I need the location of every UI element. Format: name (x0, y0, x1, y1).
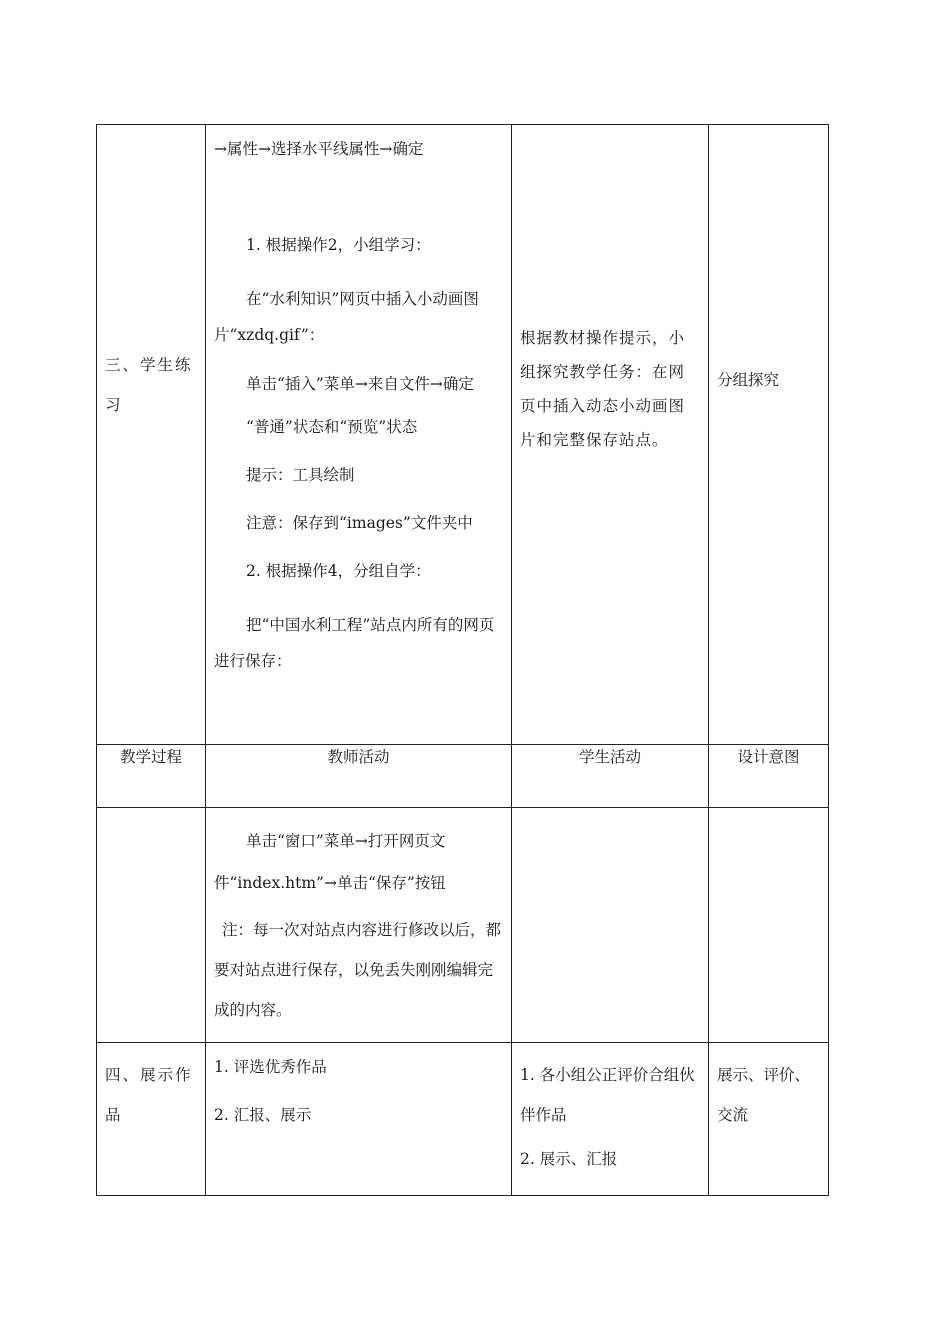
design-intent-cell (709, 1043, 829, 1196)
teacher-line: 2. 根据操作4，分组自学： (246, 562, 431, 580)
teacher-activity-cell (206, 125, 512, 745)
header-teaching-process: 教学过程 (97, 745, 206, 808)
teacher-line: 提示：工具绘制 (246, 466, 355, 484)
lesson-plan-table (96, 124, 829, 1196)
table-row-student-practice (97, 125, 829, 745)
design-intent-text: 分组探究 (717, 370, 780, 389)
design-intent-text: 展示、评价、交流 (717, 1066, 811, 1124)
student-line: 1. 各小组公正评价合组伙伴作品 (520, 1066, 695, 1124)
header-teacher-activity: 教师活动 (206, 745, 512, 808)
empty-intent-cell (709, 808, 829, 1043)
student-line: 2. 展示、汇报 (520, 1150, 618, 1168)
empty-student-cell (512, 808, 709, 1043)
teacher-line: 在“水利知识”网页中插入小动画图片“xzdq.gif”： (214, 290, 479, 344)
empty-stage-cell (97, 808, 206, 1043)
stage-label: 三、学生练习 (105, 355, 193, 414)
teacher-activity-cell (206, 1043, 512, 1196)
design-intent-cell (709, 125, 829, 745)
stage-cell (97, 1043, 206, 1196)
teacher-line: 单击“插入”菜单→来自文件→确定 (246, 375, 474, 393)
student-activity-cell (512, 1043, 709, 1196)
teacher-line: 1. 评选优秀作品 (214, 1058, 327, 1076)
teacher-note: 注：每一次对站点内容进行修改以后，都要对站点进行保存，以免丢失刚刚编辑完成的内容。 (214, 921, 502, 1019)
student-activity-text: 根据教材操作提示，小组探究教学任务：在网页中插入动态小动画图片和完整保存站点。 (520, 329, 686, 449)
teacher-line: 注意：保存到“images”文件夹中 (246, 514, 473, 532)
teacher-line: 2. 汇报、展示 (214, 1106, 312, 1124)
table-row-save-site (97, 808, 829, 1043)
header-design-intent: 设计意图 (709, 745, 829, 808)
teacher-line: 1. 根据操作2，小组学习： (246, 236, 431, 254)
teacher-line: “普通”状态和“预览”状态 (246, 418, 418, 436)
teacher-activity-cell (206, 808, 512, 1043)
table-header-row (97, 745, 829, 808)
student-activity-cell (512, 125, 709, 745)
header-student-activity: 学生活动 (512, 745, 709, 808)
teacher-line: 把“中国水利工程”站点内所有的网页进行保存： (214, 616, 495, 670)
stage-cell (97, 125, 206, 745)
teacher-line: →属性→选择水平线属性→确定 (214, 140, 424, 158)
stage-label: 四、展示作品 (105, 1066, 193, 1124)
table-row-show-works (97, 1043, 829, 1196)
teacher-line: 单击“窗口”菜单→打开网页文件“index.htm”→单击“保存”按钮 (214, 832, 446, 892)
